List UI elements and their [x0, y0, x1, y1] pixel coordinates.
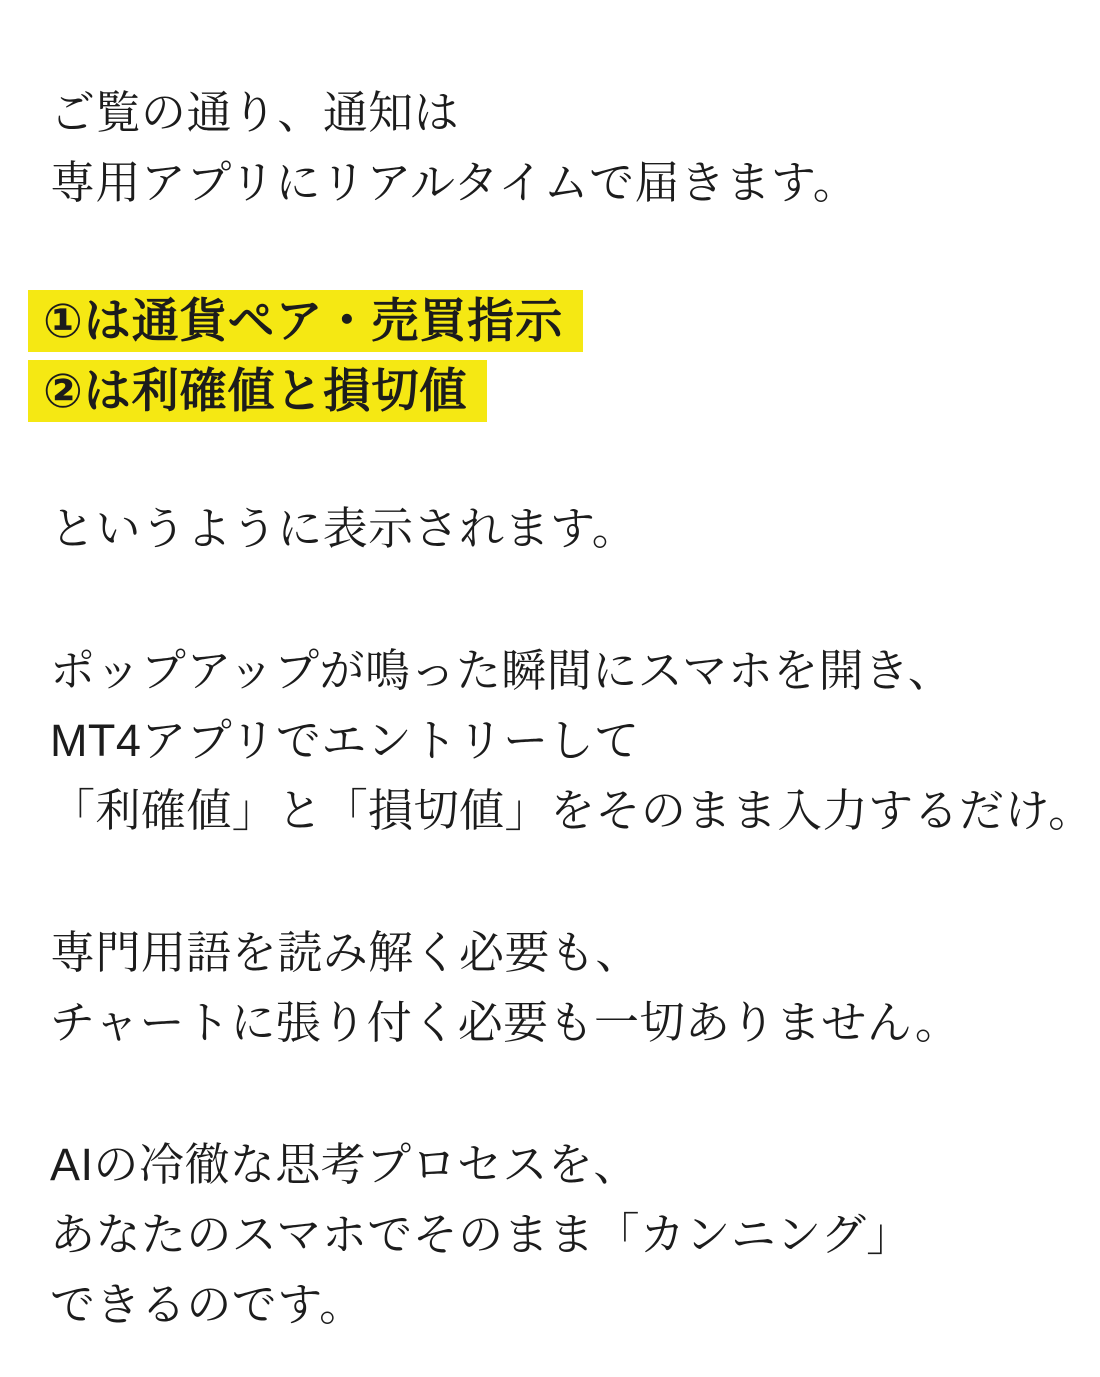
text-line: チャートに張り付く必要も一切ありません。: [50, 997, 961, 1048]
text-line: 専用アプリにリアルタイムで届きます。: [50, 157, 859, 208]
paragraph-intro: [50, 78, 1060, 218]
text-line: というように表示されます。: [50, 503, 638, 554]
paragraph-display-note: [50, 494, 1060, 564]
text-line: あなたのスマホでそのまま「カンニング」: [50, 1209, 912, 1260]
highlight-row: [43, 290, 1060, 352]
text-line: できるのです。: [50, 1279, 365, 1330]
text-line: 専門用語を読み解く必要も、: [50, 927, 641, 978]
text-line: ご覧の通り、通知は: [50, 87, 460, 138]
highlight-block: [43, 290, 1060, 422]
paragraph-no-effort: [50, 918, 1060, 1058]
text-line: MT4アプリでエントリーして: [50, 715, 640, 766]
paragraph-entry-steps: [50, 636, 1094, 846]
text-line: AIの冷徹な思考プロセスを、: [50, 1139, 639, 1190]
highlight-row: [43, 360, 1060, 422]
text-line: ポップアップが鳴った瞬間にスマホを開き、: [50, 645, 954, 696]
highlight-line-currency-pair: ①は通貨ペア・売買指示: [28, 290, 583, 352]
text-line: 「利確値」と「損切値」をそのまま入力するだけ。: [50, 785, 1094, 836]
paragraph-conclusion: [50, 1130, 1060, 1340]
highlight-line-tp-sl: ②は利確値と損切値: [28, 360, 487, 422]
